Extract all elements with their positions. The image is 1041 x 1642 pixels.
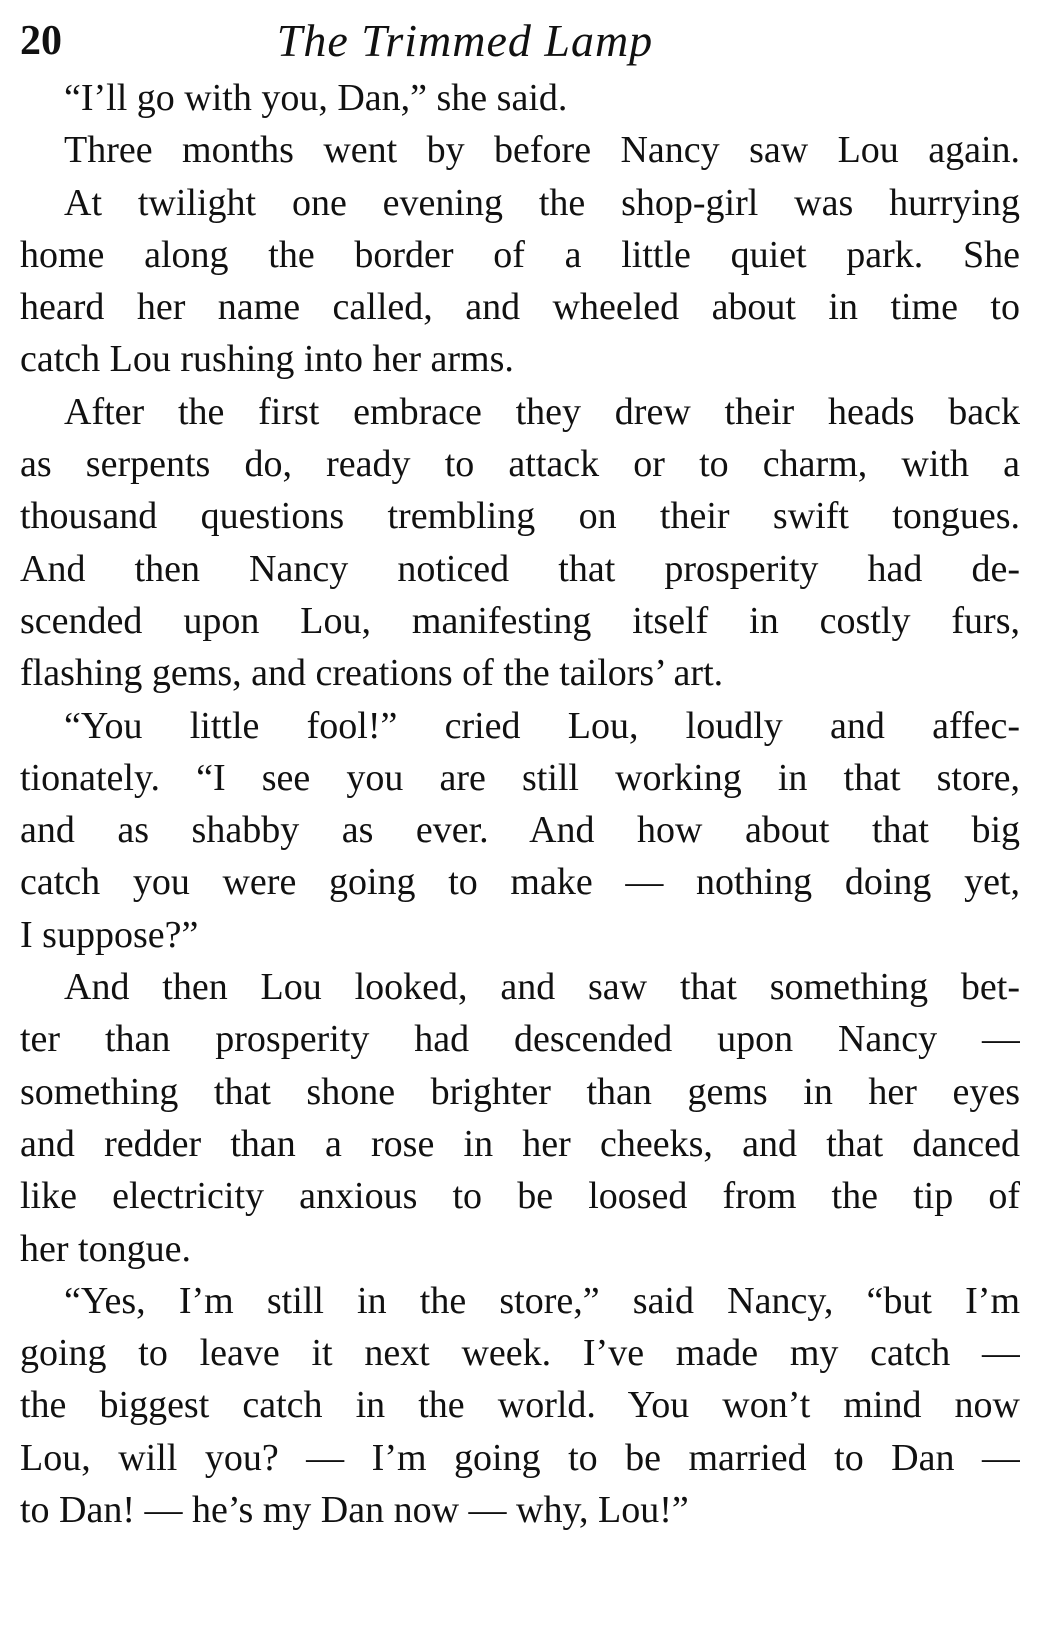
page-header bbox=[20, 14, 1020, 72]
text-line: “You little fool!” cried Lou, loudly and affec- bbox=[64, 704, 1020, 747]
text-line: At twilight one evening the shop-girl was hurrying bbox=[64, 181, 1020, 224]
page-number: 20 bbox=[20, 18, 62, 64]
text-line: home along the border of a little quiet park. She bbox=[20, 233, 1020, 276]
text-line: and redder than a rose in her cheeks, and that danced bbox=[20, 1122, 1020, 1165]
text-line: the biggest catch in the world. You won’t mind now bbox=[20, 1384, 1020, 1427]
text-line: something that shone brighter than gems in her eyes bbox=[20, 1070, 1020, 1113]
text-line: to Dan! — he’s my Dan now — why, Lou!” bbox=[20, 1489, 689, 1532]
text-line: and as shabby as ever. And how about that big bbox=[20, 809, 1020, 852]
text-line: as serpents do, ready to attack or to charm, with a bbox=[20, 443, 1020, 486]
text-line: “I’ll go with you, Dan,” she said. bbox=[64, 77, 568, 119]
body-text bbox=[20, 72, 1020, 1536]
text-line: And then Lou looked, and saw that something bet- bbox=[64, 966, 1020, 1009]
text-line: Three months went by before Nancy saw Lou again. bbox=[64, 129, 1020, 172]
text-line: tionately. “I see you are still working in that store, bbox=[20, 756, 1020, 799]
text-line: like electricity anxious to be loosed from the tip of bbox=[20, 1175, 1020, 1218]
text-line: Lou, will you? — I’m going to be married to Dan — bbox=[20, 1436, 1020, 1479]
text-line: I suppose?” bbox=[20, 913, 199, 956]
text-line: flashing gems, and creations of the tailors’ art. bbox=[20, 652, 724, 695]
text-line: heard her name called, and wheeled about in time to bbox=[20, 286, 1020, 329]
text-line: catch Lou rushing into her arms. bbox=[20, 338, 514, 381]
text-line: ter than prosperity had descended upon Nancy — bbox=[20, 1018, 1020, 1061]
text-line: scended upon Lou, manifesting itself in costly furs, bbox=[20, 599, 1020, 642]
text-line: going to leave it next week. I’ve made my catch — bbox=[20, 1332, 1020, 1375]
running-title: The Trimmed Lamp bbox=[276, 15, 654, 66]
text-line: “Yes, I’m still in the store,” said Nancy, “but I’m bbox=[64, 1279, 1020, 1322]
text-line: And then Nancy noticed that prosperity had de- bbox=[20, 547, 1020, 590]
book-page bbox=[20, 14, 1020, 1536]
text-line: thousand questions trembling on their swift tongues. bbox=[20, 495, 1020, 538]
text-line: After the first embrace they drew their heads back bbox=[64, 390, 1020, 433]
text-line: her tongue. bbox=[20, 1227, 191, 1270]
text-line: catch you were going to make — nothing doing yet, bbox=[20, 861, 1020, 904]
